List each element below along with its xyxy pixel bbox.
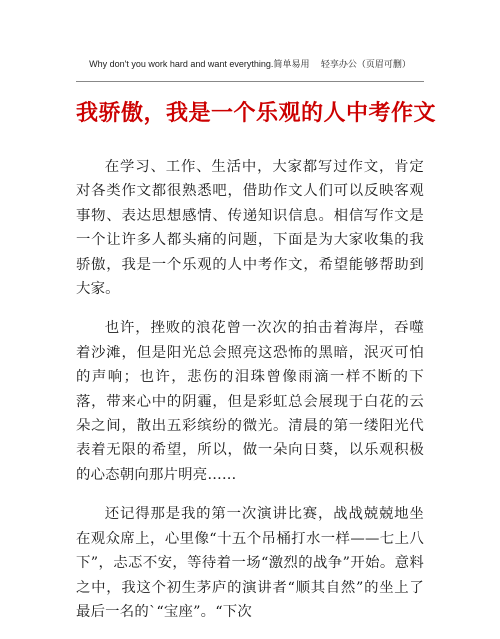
document-body bbox=[76, 155, 424, 639]
header-divider bbox=[76, 81, 424, 82]
paragraph-3: 还记得那是我的第一次演讲比赛，战战兢兢地坐在观众席上，心里像“十五个吊桶打水一样——七上八下”，忐忑不安，等待着一场“激烈的战争”开始。意料之中，我这个初生茅庐的演讲者“顺其自然”的坐上了最后一名的`“宝座”。“下次 bbox=[76, 506, 424, 620]
page-header bbox=[76, 58, 424, 71]
paragraph-2: 也许，挫败的浪花曾一次次的拍击着海岸，吞噬着沙滩，但是阳光总会照亮这恐怖的黑暗，泯灭可怕的声响；也许，悲伤的泪珠曾像雨滴一样不断的下落，带来心中的阴霾，但是彩虹总会展现于白花的云朵之间，散出五彩缤纷的微光。清晨的第一缕阳光代表着无限的希望，所以，做一朵向日葵，以乐观积极的心态朝向那片明亮…… bbox=[76, 320, 424, 483]
header-chinese-text: 简单易用 轻享办公（页眉可删） bbox=[273, 60, 411, 70]
paragraph-1: 在学习、工作、生活中，大家都写过作文，肯定对各类作文都很熟悉吧，借助作文人们可以反映客观事物、表达思想感情、传递知识信息。相信写作文是一个让许多人都头痛的问题，下面是为大家收集的我骄傲，我是一个乐观的人中考作文，希望能够帮助到大家。 bbox=[76, 159, 424, 298]
document-title: 我骄傲，我是一个乐观的人中考作文 bbox=[76, 100, 437, 126]
header-english-text: Why don't you work hard and want everything. bbox=[89, 59, 274, 69]
